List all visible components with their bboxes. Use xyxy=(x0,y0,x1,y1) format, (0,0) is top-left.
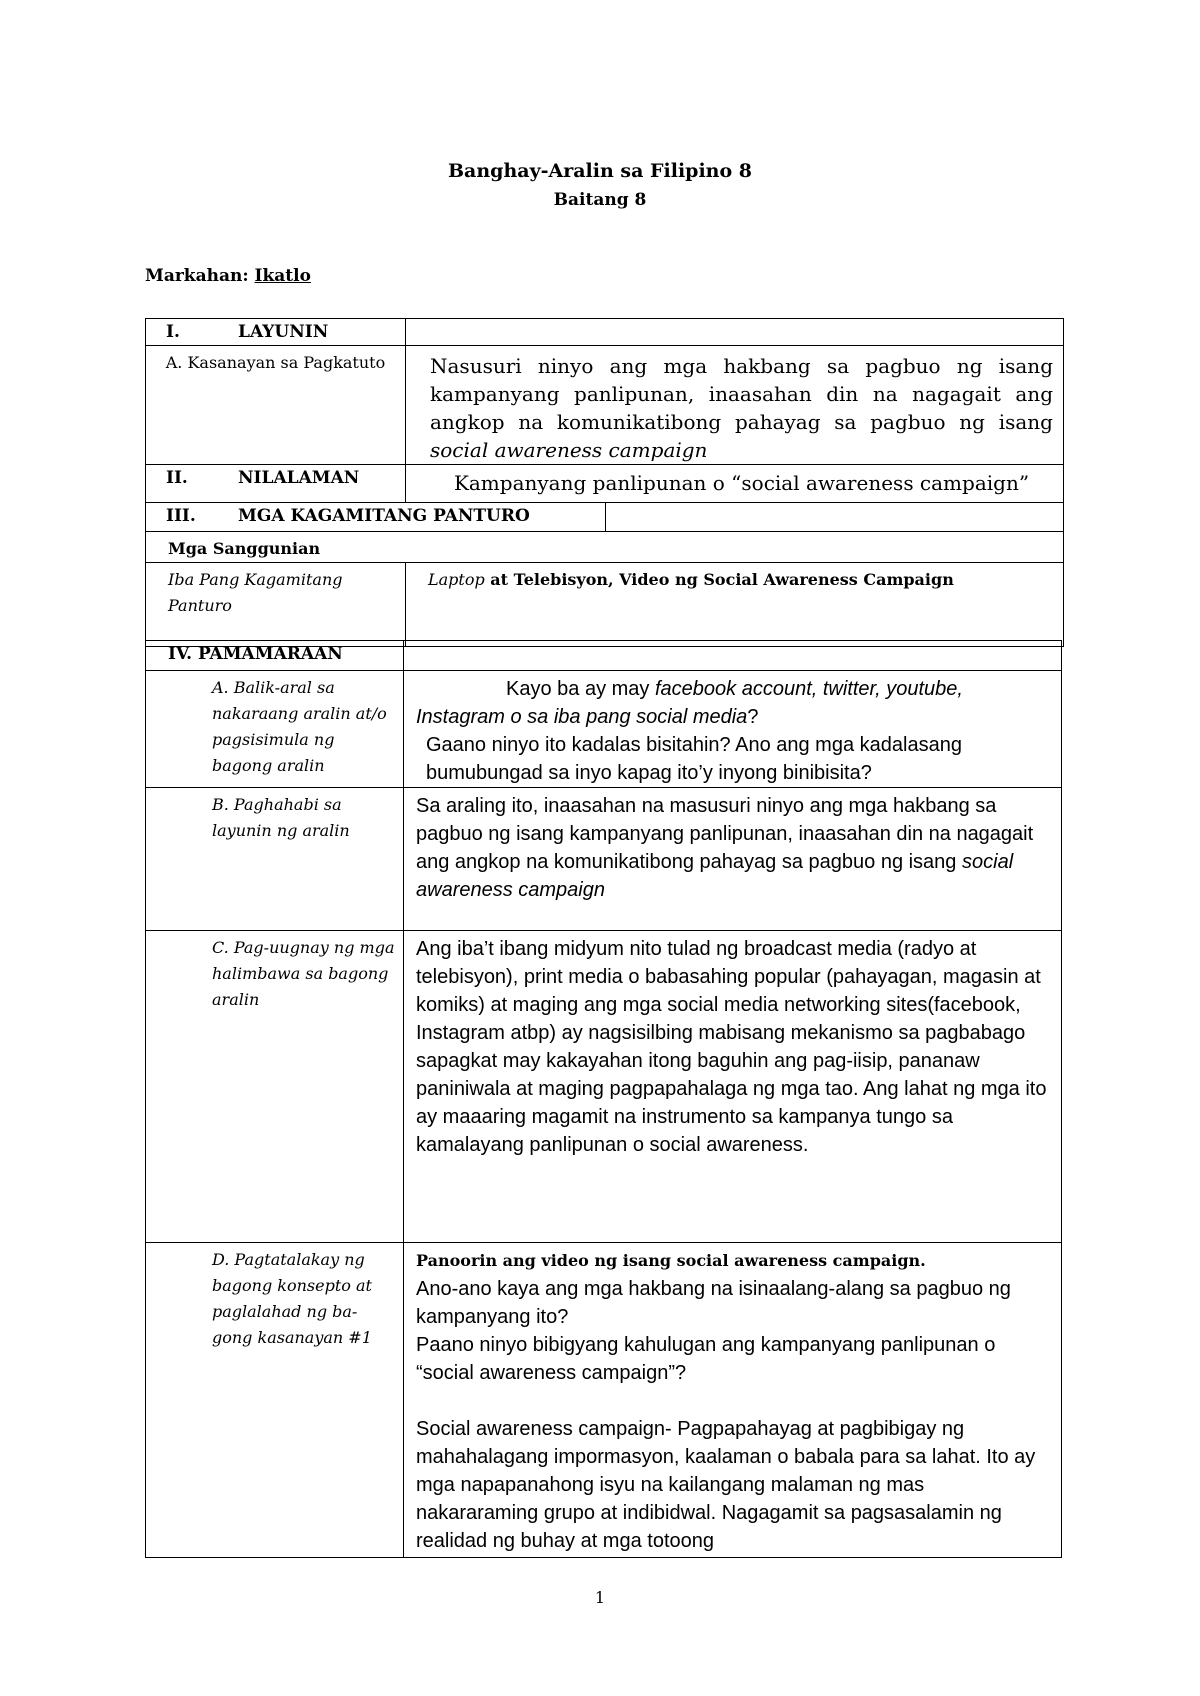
kagamitan-row xyxy=(146,503,1064,532)
page-number: 1 xyxy=(594,1588,606,1607)
markahan-value: Ikatlo xyxy=(254,266,311,286)
lesson-plan-table-pamamaraan xyxy=(145,640,1062,1558)
pagtatalakay-line-1: Panoorin ang video ng isang social awareness campaign. xyxy=(416,1251,926,1270)
laptop-text: Laptop xyxy=(428,570,485,589)
kasanayan-italic: social awareness campaign xyxy=(430,438,708,462)
pamamaraan-row xyxy=(146,641,1062,671)
grade-level: Baitang 8 xyxy=(553,190,647,210)
paghahabi-text xyxy=(404,788,1062,931)
markahan-line xyxy=(145,266,311,286)
paghahabi-label: B. Paghahabi sa layunin ng aralin xyxy=(146,788,404,931)
kagamitan-number: III. xyxy=(166,506,196,526)
balik-aral-q1-start: Kayo ba ay may xyxy=(506,678,650,700)
pamamaraan-empty-cell xyxy=(404,641,1062,671)
balik-aral-question-2: Gaano ninyo ito kadalas bisitahin? Ano ang mga kadalasang bumubungad sa inyo kapag ito’y inyong binibisita? xyxy=(426,734,962,784)
nilalaman-label: NILALAMAN xyxy=(238,468,360,488)
layunin-row xyxy=(146,319,1064,346)
markahan-label: Markahan: xyxy=(145,266,249,286)
pagtatalakay-line-3: Paano ninyo bibigyang kahulugan ang kampanyang panlipunan o “social awareness campaign”? xyxy=(416,1334,996,1384)
nilalaman-row xyxy=(146,465,1064,503)
kagamitan-label: MGA KAGAMITANG PANTURO xyxy=(238,506,530,526)
pagtatalakay-row xyxy=(146,1243,1062,1558)
pagtatalakay-label: D. Pagtatalakay ng bagong konsepto at paglalahad ng ba-gong kasanayan #1 xyxy=(146,1243,404,1558)
balik-aral-q1-italic: facebook account, twitter, youtube, Instagram o sa iba pang social media xyxy=(416,678,963,728)
document-title: Banghay-Aralin sa Filipino 8 xyxy=(447,160,753,182)
iba-pang-kagamitan-row xyxy=(146,563,1064,647)
kagamitan-empty-cell xyxy=(606,503,1064,532)
iba-pang-kagamitan-text xyxy=(406,563,1064,647)
pag-uugnay-text: Ang iba’t ibang midyum nito tulad ng broadcast media (radyo at telebisyon), print media o babasahing popular (pahayagan, magasin at komiks) at maging ang mga social media networking sites(facebook, Instagram atbp) ay nagsisilbing mabisang mekanismo sa pagbabago sapagkat may kakayahan itong baguhin ang pag-iisip, pananaw paniniwala at maging pagpapahalaga ng mga tao. Ang lahat ng mga ito ay maaaring magamit na instrumento sa kampanya tungo sa kamalayang panlipunan o social awareness. xyxy=(404,931,1062,1243)
layunin-label: LAYUNIN xyxy=(238,322,329,342)
iba-pang-kagamitan-label: Iba Pang Kagamitang Panturo xyxy=(146,563,406,647)
layunin-number: I. xyxy=(166,322,180,342)
paghahabi-main: Sa araling ito, inaasahan na masusuri ninyo ang mga hakbang sa pagbuo ng isang kampanyang panlipunan, inaasahan din na nagagait ang angkop na komunikatibong pahayag sa pagbuo ng isang xyxy=(416,795,1034,873)
kasanayan-row xyxy=(146,346,1064,465)
nilalaman-heading xyxy=(146,465,406,503)
kasanayan-label: A. Kasanayan sa Pagkatuto xyxy=(146,346,406,465)
pagtatalakay-text xyxy=(404,1243,1062,1558)
pag-uugnay-label: C. Pag-uugnay ng mga halimbawa sa bagong aralin xyxy=(146,931,404,1243)
balik-aral-row xyxy=(146,671,1062,788)
lesson-plan-table-top xyxy=(145,318,1064,647)
pag-uugnay-row xyxy=(146,931,1062,1243)
sanggunian-row xyxy=(146,532,1064,563)
balik-aral-question-1 xyxy=(416,675,1049,731)
layunin-heading xyxy=(146,319,406,346)
kasanayan-main: Nasusuri ninyo ang mga hakbang sa pagbuo ng isang kampanyang panlipunan, inaasahan din na nagagait ang angkop na komunikatibong pahayag sa pagbuo ng isang xyxy=(430,354,1053,434)
balik-aral-label: A. Balik-aral sa nakaraang aralin at/o pagsisimula ng bagong aralin xyxy=(146,671,404,788)
kasanayan-text xyxy=(406,346,1064,465)
pamamaraan-heading: IV. PAMAMARAAN xyxy=(146,641,404,671)
iba-pang-kagamitan-rest: at Telebisyon, Video ng Social Awareness Campaign xyxy=(490,570,954,589)
paghahabi-row xyxy=(146,788,1062,931)
kagamitan-heading xyxy=(146,503,606,532)
layunin-empty-cell xyxy=(406,319,1064,346)
pagtatalakay-line-4: Social awareness campaign- Pagpapahayag at pagbibigay ng mahahalagang impormasyon, kaalaman o babala para sa lahat. Ito ay mga napapanahong isyu na kailangang malaman ng mas nakararaming grupo at indibidwal. Nagagamit sa pagsasalamin ng realidad ng buhay at mga totoong xyxy=(416,1418,1036,1552)
sanggunian-label: Mga Sanggunian xyxy=(146,532,1064,563)
nilalaman-number: II. xyxy=(166,468,188,488)
paghahabi-italic: social awareness campaign xyxy=(416,851,1014,901)
nilalaman-text: Kampanyang panlipunan o “social awareness campaign” xyxy=(406,465,1064,503)
balik-aral-q1-end: ? xyxy=(747,706,759,728)
balik-aral-text xyxy=(404,671,1062,788)
pagtatalakay-line-2: Ano-ano kaya ang mga hakbang na isinaalang-alang sa pagbuo ng kampanyang ito? xyxy=(416,1278,1011,1328)
